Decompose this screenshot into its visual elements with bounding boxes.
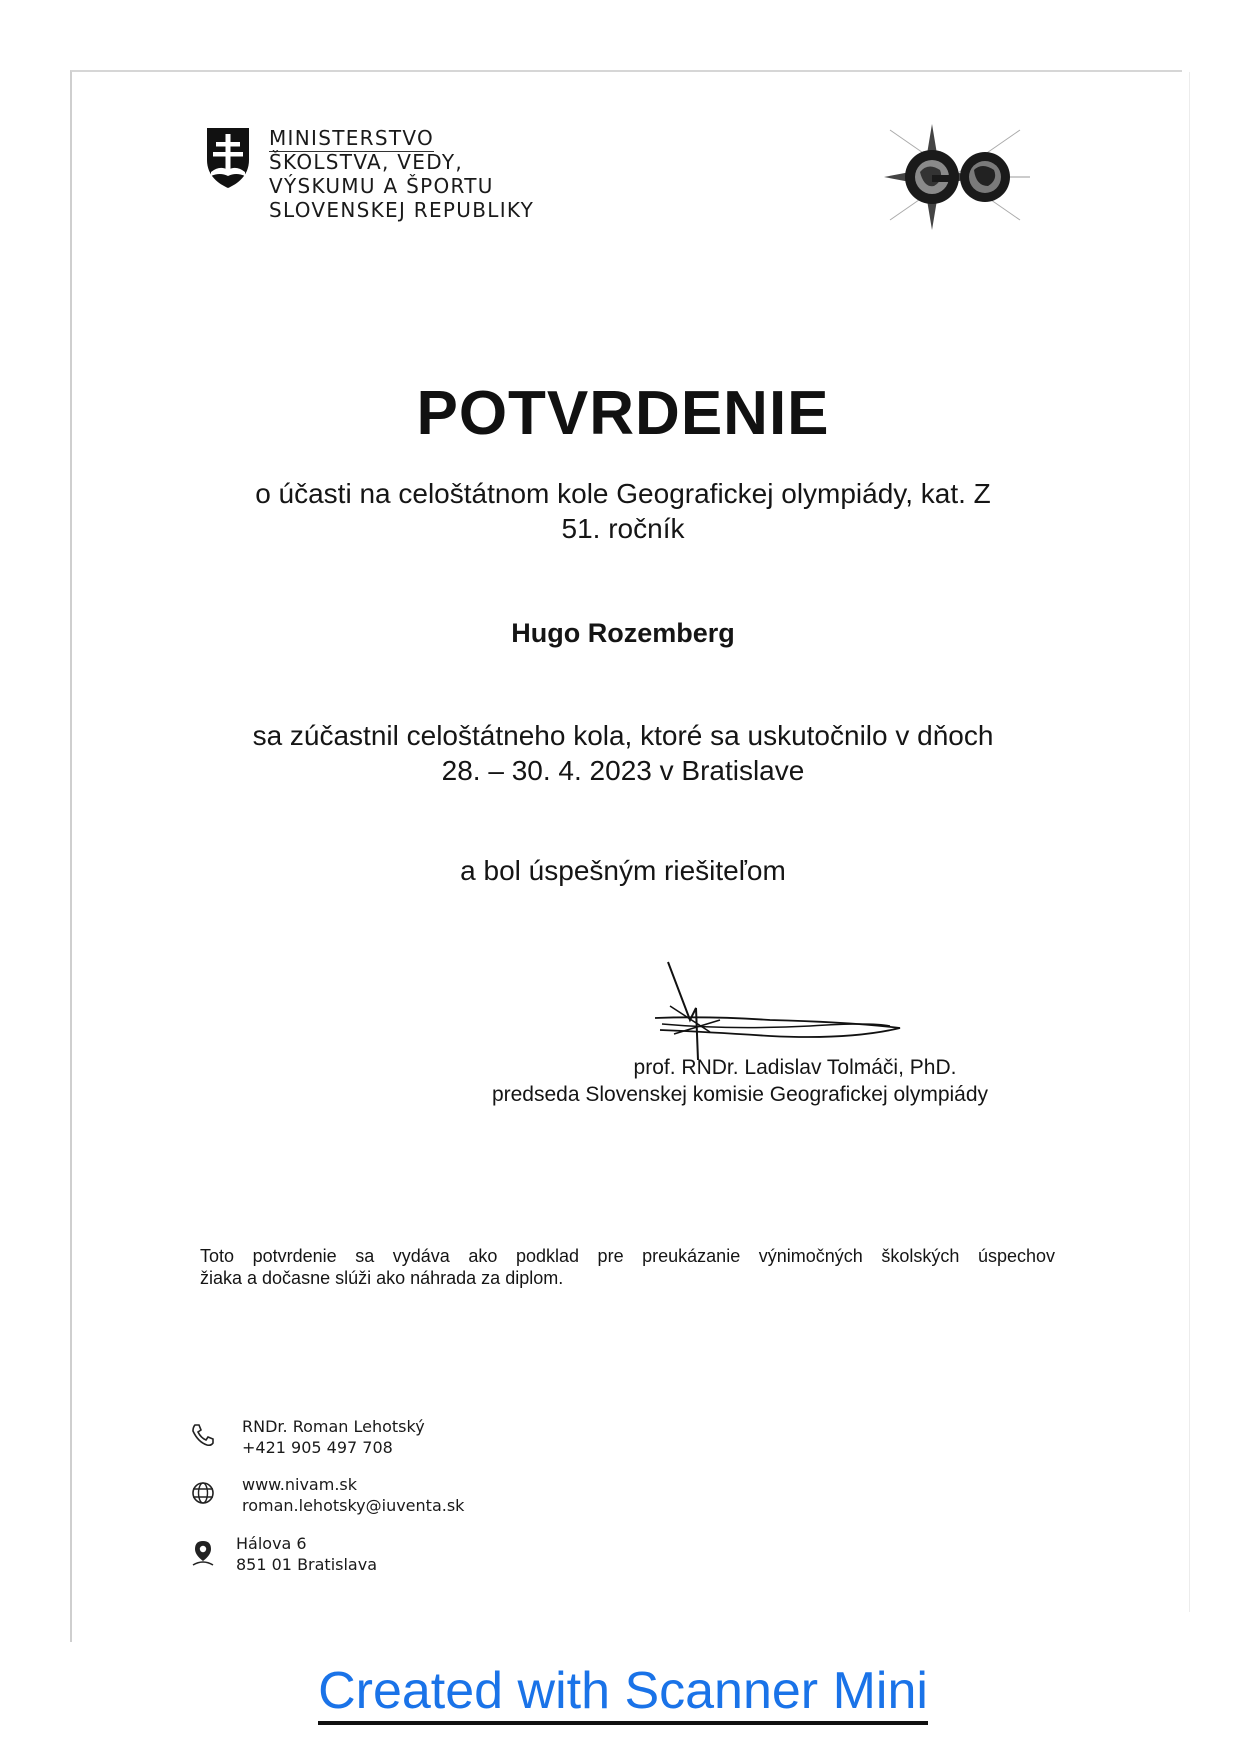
- subtitle-line-2: 51. ročník: [561, 513, 685, 544]
- result-text: a bol úspešným riešiteľom: [460, 855, 786, 886]
- contact-website: www.nivam.sk: [242, 1475, 358, 1494]
- ministry-name: [269, 126, 629, 222]
- document-title: POTVRDENIE: [416, 379, 830, 448]
- scanner-mini-link[interactable]: Created with Scanner Mini: [318, 1663, 928, 1725]
- ministry-line-1: MINISTERSTVO: [269, 126, 435, 150]
- participant-name: Hugo Rozemberg: [511, 618, 735, 648]
- note-line-1: Toto potvrdenie sa vydáva ako podklad pre preukázanie výnimočných školských úspechov: [200, 1246, 1055, 1266]
- location-pin-icon: [190, 1539, 216, 1567]
- signatory-name: prof. RNDr. Ladislav Tolmáči, PhD.: [633, 1056, 957, 1079]
- subtitle-line-1: o účasti na celoštátnom kole Geografickej olympiády, kat. Z: [255, 478, 991, 509]
- slovak-coat-of-arms-icon: [205, 126, 251, 190]
- address-street: Hálova 6: [236, 1534, 307, 1553]
- body-line-1: sa zúčastnil celoštátneho kola, ktoré sa uskutočnilo v dňoch: [252, 720, 994, 751]
- contact-email: roman.lehotsky@iuventa.sk: [242, 1496, 465, 1515]
- globe-icon: [190, 1480, 216, 1506]
- olympiad-logo: [870, 120, 1040, 235]
- ministry-line-2: ŠKOLSTVA, VEDY,: [269, 150, 464, 174]
- contact-person: RNDr. Roman Lehotský: [242, 1417, 425, 1436]
- note-line-2: žiaka a dočasne slúži ako náhrada za diplom.: [200, 1268, 564, 1288]
- contact-phone-number: +421 905 497 708: [242, 1438, 393, 1457]
- scanner-footer: [0, 1663, 1246, 1725]
- signatory-block: [440, 1054, 1040, 1108]
- ministry-line-4: SLOVENSKEJ REPUBLIKY: [269, 198, 535, 222]
- phone-icon: [190, 1422, 216, 1448]
- signatory-role: predseda Slovenskej komisie Geografickej olympiády: [491, 1083, 989, 1106]
- body-line-2: 28. – 30. 4. 2023 v Bratislave: [441, 755, 805, 786]
- address-city: 851 01 Bratislava: [236, 1555, 378, 1574]
- document-note: [200, 1245, 1055, 1289]
- ministry-line-3: VÝSKUMU A ŠPORTU: [269, 174, 494, 198]
